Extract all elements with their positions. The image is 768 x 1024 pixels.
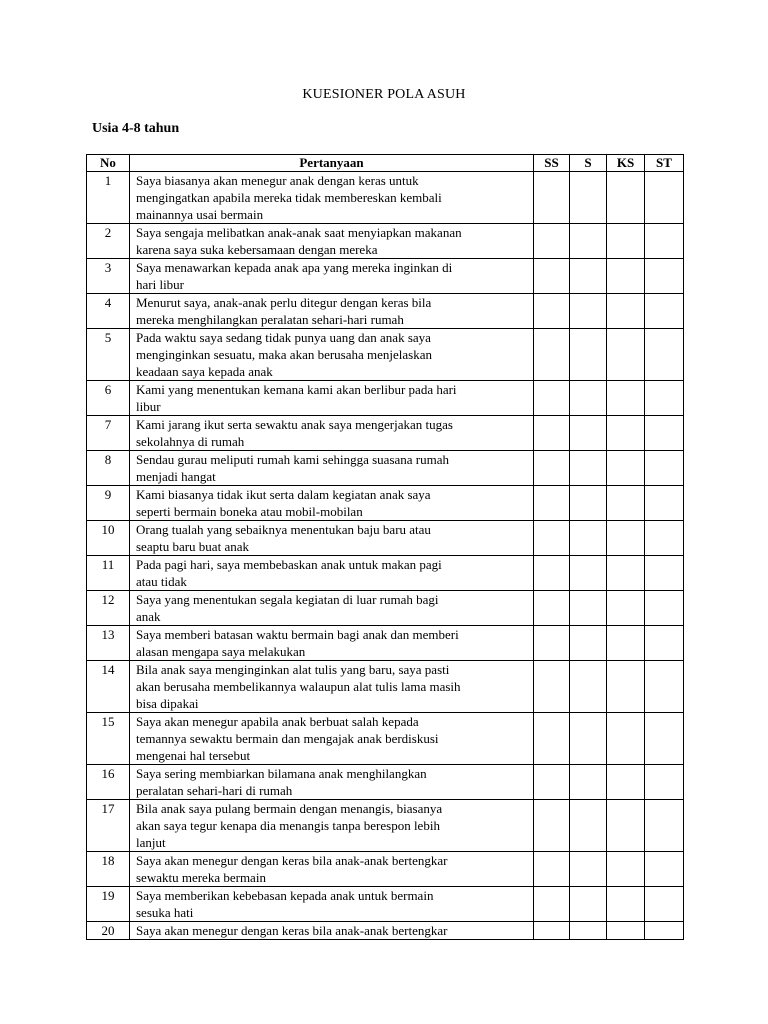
question-line: Saya yang menentukan segala kegiatan di luar rumah bagi xyxy=(136,592,439,607)
answer-cell-ks[interactable] xyxy=(607,591,645,626)
answer-cell-ks[interactable] xyxy=(607,451,645,486)
answer-cell-s[interactable] xyxy=(570,591,607,626)
question-line: sewaktu mereka bermain xyxy=(136,870,266,885)
answer-cell-ks[interactable] xyxy=(607,294,645,329)
question-text xyxy=(130,591,534,626)
table-row xyxy=(87,521,684,556)
question-line: atau tidak xyxy=(136,574,187,589)
answer-cell-ks[interactable] xyxy=(607,661,645,713)
answer-cell-ss[interactable] xyxy=(534,713,570,765)
question-number: 15 xyxy=(87,713,130,765)
answer-cell-st[interactable] xyxy=(645,486,684,521)
answer-cell-ss[interactable] xyxy=(534,416,570,451)
question-number: 7 xyxy=(87,416,130,451)
table-row xyxy=(87,887,684,922)
question-line: Pada waktu saya sedang tidak punya uang dan anak saya xyxy=(136,330,431,345)
answer-cell-s[interactable] xyxy=(570,329,607,381)
question-line: libur xyxy=(136,399,161,414)
answer-cell-st[interactable] xyxy=(645,852,684,887)
answer-cell-s[interactable] xyxy=(570,800,607,852)
table-row xyxy=(87,556,684,591)
question-text xyxy=(130,224,534,259)
answer-cell-st[interactable] xyxy=(645,591,684,626)
table-row xyxy=(87,172,684,224)
answer-cell-st[interactable] xyxy=(645,713,684,765)
question-line: sesuka hati xyxy=(136,905,194,920)
document-title: KUESIONER POLA ASUH xyxy=(302,87,466,102)
answer-cell-st[interactable] xyxy=(645,556,684,591)
answer-cell-s[interactable] xyxy=(570,486,607,521)
table-row xyxy=(87,591,684,626)
answer-cell-s[interactable] xyxy=(570,556,607,591)
answer-cell-ss[interactable] xyxy=(534,329,570,381)
question-text xyxy=(130,765,534,800)
header-no: No xyxy=(87,155,130,172)
table-row xyxy=(87,224,684,259)
question-line: Saya biasanya akan menegur anak dengan keras untuk xyxy=(136,173,419,188)
question-text xyxy=(130,416,534,451)
question-line: Saya menawarkan kepada anak apa yang mereka inginkan di xyxy=(136,260,453,275)
answer-cell-ks[interactable] xyxy=(607,922,645,940)
question-text xyxy=(130,800,534,852)
answer-cell-st[interactable] xyxy=(645,451,684,486)
question-text xyxy=(130,521,534,556)
answer-cell-ss[interactable] xyxy=(534,626,570,661)
question-number: 14 xyxy=(87,661,130,713)
table-row xyxy=(87,626,684,661)
answer-cell-st[interactable] xyxy=(645,626,684,661)
answer-cell-st[interactable] xyxy=(645,294,684,329)
answer-cell-s[interactable] xyxy=(570,259,607,294)
question-number: 17 xyxy=(87,800,130,852)
answer-cell-s[interactable] xyxy=(570,381,607,416)
question-line: menginginkan sesuatu, maka akan berusaha menjelaskan xyxy=(136,347,433,362)
question-line: menjadi hangat xyxy=(136,469,216,484)
question-line: hari libur xyxy=(136,277,185,292)
question-number: 3 xyxy=(87,259,130,294)
table-row xyxy=(87,486,684,521)
table-row xyxy=(87,451,684,486)
answer-cell-ss[interactable] xyxy=(534,661,570,713)
answer-cell-s[interactable] xyxy=(570,521,607,556)
answer-cell-ks[interactable] xyxy=(607,521,645,556)
answer-cell-ks[interactable] xyxy=(607,713,645,765)
answer-cell-s[interactable] xyxy=(570,765,607,800)
question-number: 12 xyxy=(87,591,130,626)
question-line: peralatan sehari-hari di rumah xyxy=(136,783,293,798)
question-text xyxy=(130,556,534,591)
question-line: Bila anak saya menginginkan alat tulis yang baru, saya pasti xyxy=(136,662,450,677)
answer-cell-s[interactable] xyxy=(570,294,607,329)
answer-cell-st[interactable] xyxy=(645,800,684,852)
answer-cell-ss[interactable] xyxy=(534,521,570,556)
answer-cell-st[interactable] xyxy=(645,259,684,294)
answer-cell-ss[interactable] xyxy=(534,259,570,294)
table-row xyxy=(87,852,684,887)
answer-cell-ss[interactable] xyxy=(534,486,570,521)
question-line: Kami biasanya tidak ikut serta dalam kegiatan anak saya xyxy=(136,487,431,502)
question-line: Pada pagi hari, saya membebaskan anak untuk makan pagi xyxy=(136,557,442,572)
question-text xyxy=(130,451,534,486)
table-row xyxy=(87,329,684,381)
question-line: seaptu baru buat anak xyxy=(136,539,249,554)
question-line: temannya sewaktu bermain dan mengajak anak berdiskusi xyxy=(136,731,439,746)
question-line: Sendau gurau meliputi rumah kami sehingga suasana rumah xyxy=(136,452,450,467)
question-number: 13 xyxy=(87,626,130,661)
answer-cell-s[interactable] xyxy=(570,852,607,887)
question-line: karena saya suka kebersamaan dengan mereka xyxy=(136,242,378,257)
answer-cell-ss[interactable] xyxy=(534,852,570,887)
answer-cell-st[interactable] xyxy=(645,172,684,224)
answer-cell-ss[interactable] xyxy=(534,381,570,416)
question-text xyxy=(130,852,534,887)
question-text xyxy=(130,887,534,922)
question-line: keadaan saya kepada anak xyxy=(136,364,273,379)
answer-cell-s[interactable] xyxy=(570,661,607,713)
question-line: bisa dipakai xyxy=(136,696,199,711)
header-st: ST xyxy=(645,155,684,172)
answer-cell-st[interactable] xyxy=(645,922,684,940)
answer-cell-st[interactable] xyxy=(645,521,684,556)
question-number: 8 xyxy=(87,451,130,486)
answer-cell-s[interactable] xyxy=(570,887,607,922)
table-row xyxy=(87,713,684,765)
question-number: 20 xyxy=(87,922,130,940)
answer-cell-s[interactable] xyxy=(570,922,607,940)
question-line: Saya akan menegur apabila anak berbuat salah kepada xyxy=(136,714,419,729)
answer-cell-ss[interactable] xyxy=(534,887,570,922)
question-line: Saya memberikan kebebasan kepada anak untuk bermain xyxy=(136,888,434,903)
answer-cell-ks[interactable] xyxy=(607,556,645,591)
question-line: sekolahnya di rumah xyxy=(136,434,245,449)
question-number: 18 xyxy=(87,852,130,887)
question-line: seperti bermain boneka atau mobil-mobilan xyxy=(136,504,363,519)
answer-cell-ss[interactable] xyxy=(534,922,570,940)
question-line: anak xyxy=(136,609,161,624)
question-line: Saya akan menegur dengan keras bila anak-anak bertengkar xyxy=(136,853,448,868)
answer-cell-st[interactable] xyxy=(645,416,684,451)
answer-cell-s[interactable] xyxy=(570,626,607,661)
answer-cell-st[interactable] xyxy=(645,329,684,381)
answer-cell-ss[interactable] xyxy=(534,765,570,800)
table-row xyxy=(87,416,684,451)
question-number: 5 xyxy=(87,329,130,381)
question-line: mengenai hal tersebut xyxy=(136,748,251,763)
answer-cell-ks[interactable] xyxy=(607,172,645,224)
table-row xyxy=(87,294,684,329)
table-row xyxy=(87,259,684,294)
question-line: Kami yang menentukan kemana kami akan berlibur pada hari xyxy=(136,382,457,397)
answer-cell-ks[interactable] xyxy=(607,224,645,259)
table-row xyxy=(87,765,684,800)
header-s: S xyxy=(570,155,607,172)
question-line: lanjut xyxy=(136,835,166,850)
answer-cell-ks[interactable] xyxy=(607,626,645,661)
question-number: 9 xyxy=(87,486,130,521)
table-row xyxy=(87,381,684,416)
question-number: 16 xyxy=(87,765,130,800)
table-row xyxy=(87,661,684,713)
question-number: 1 xyxy=(87,172,130,224)
question-line: Kami jarang ikut serta sewaktu anak saya mengerjakan tugas xyxy=(136,417,453,432)
answer-cell-ks[interactable] xyxy=(607,852,645,887)
question-text xyxy=(130,626,534,661)
answer-cell-ss[interactable] xyxy=(534,172,570,224)
answer-cell-ks[interactable] xyxy=(607,486,645,521)
question-line: akan berusaha membelikannya walaupun alat tulis lama masih xyxy=(136,679,461,694)
age-subtitle: Usia 4-8 tahun xyxy=(92,121,180,136)
answer-cell-st[interactable] xyxy=(645,381,684,416)
question-line: Saya sengaja melibatkan anak-anak saat menyiapkan makanan xyxy=(136,225,462,240)
question-line: akan saya tegur kenapa dia menangis tanpa berespon lebih xyxy=(136,818,440,833)
question-number: 11 xyxy=(87,556,130,591)
question-line: mainannya usai bermain xyxy=(136,207,264,222)
question-number: 6 xyxy=(87,381,130,416)
header-ks: KS xyxy=(607,155,645,172)
header-ss: SS xyxy=(534,155,570,172)
question-line: mereka menghilangkan peralatan sehari-hari rumah xyxy=(136,312,404,327)
question-text xyxy=(130,922,534,940)
answer-cell-ss[interactable] xyxy=(534,224,570,259)
questionnaire-table xyxy=(86,154,684,940)
table-row xyxy=(87,922,684,940)
table-header-row xyxy=(87,155,684,172)
question-line: Saya sering membiarkan bilamana anak menghilangkan xyxy=(136,766,427,781)
answer-cell-st[interactable] xyxy=(645,765,684,800)
answer-cell-s[interactable] xyxy=(570,713,607,765)
question-number: 10 xyxy=(87,521,130,556)
answer-cell-st[interactable] xyxy=(645,887,684,922)
question-text xyxy=(130,172,534,224)
answer-cell-st[interactable] xyxy=(645,224,684,259)
question-line: Bila anak saya pulang bermain dengan menangis, biasanya xyxy=(136,801,443,816)
answer-cell-ss[interactable] xyxy=(534,591,570,626)
question-text xyxy=(130,486,534,521)
table-row xyxy=(87,800,684,852)
question-line: Saya memberi batasan waktu bermain bagi anak dan memberi xyxy=(136,627,459,642)
question-text xyxy=(130,259,534,294)
question-number: 4 xyxy=(87,294,130,329)
answer-cell-ks[interactable] xyxy=(607,329,645,381)
question-number: 2 xyxy=(87,224,130,259)
question-line: alasan mengapa saya melakukan xyxy=(136,644,306,659)
header-question: Pertanyaan xyxy=(130,155,534,172)
answer-cell-ks[interactable] xyxy=(607,381,645,416)
question-text xyxy=(130,329,534,381)
answer-cell-st[interactable] xyxy=(645,661,684,713)
answer-cell-s[interactable] xyxy=(570,172,607,224)
answer-cell-s[interactable] xyxy=(570,451,607,486)
answer-cell-ks[interactable] xyxy=(607,259,645,294)
question-line: Orang tualah yang sebaiknya menentukan baju baru atau xyxy=(136,522,431,537)
answer-cell-ss[interactable] xyxy=(534,294,570,329)
answer-cell-s[interactable] xyxy=(570,416,607,451)
answer-cell-s[interactable] xyxy=(570,224,607,259)
answer-cell-ss[interactable] xyxy=(534,451,570,486)
question-text xyxy=(130,294,534,329)
question-text xyxy=(130,381,534,416)
question-line: mengingatkan apabila mereka tidak membereskan kembali xyxy=(136,190,442,205)
answer-cell-ks[interactable] xyxy=(607,887,645,922)
answer-cell-ss[interactable] xyxy=(534,800,570,852)
question-line: Menurut saya, anak-anak perlu ditegur dengan keras bila xyxy=(136,295,432,310)
answer-cell-ks[interactable] xyxy=(607,765,645,800)
answer-cell-ks[interactable] xyxy=(607,416,645,451)
answer-cell-ss[interactable] xyxy=(534,556,570,591)
question-text xyxy=(130,713,534,765)
question-text xyxy=(130,661,534,713)
answer-cell-ks[interactable] xyxy=(607,800,645,852)
question-line: Saya akan menegur dengan keras bila anak-anak bertengkar xyxy=(136,923,448,938)
question-number: 19 xyxy=(87,887,130,922)
